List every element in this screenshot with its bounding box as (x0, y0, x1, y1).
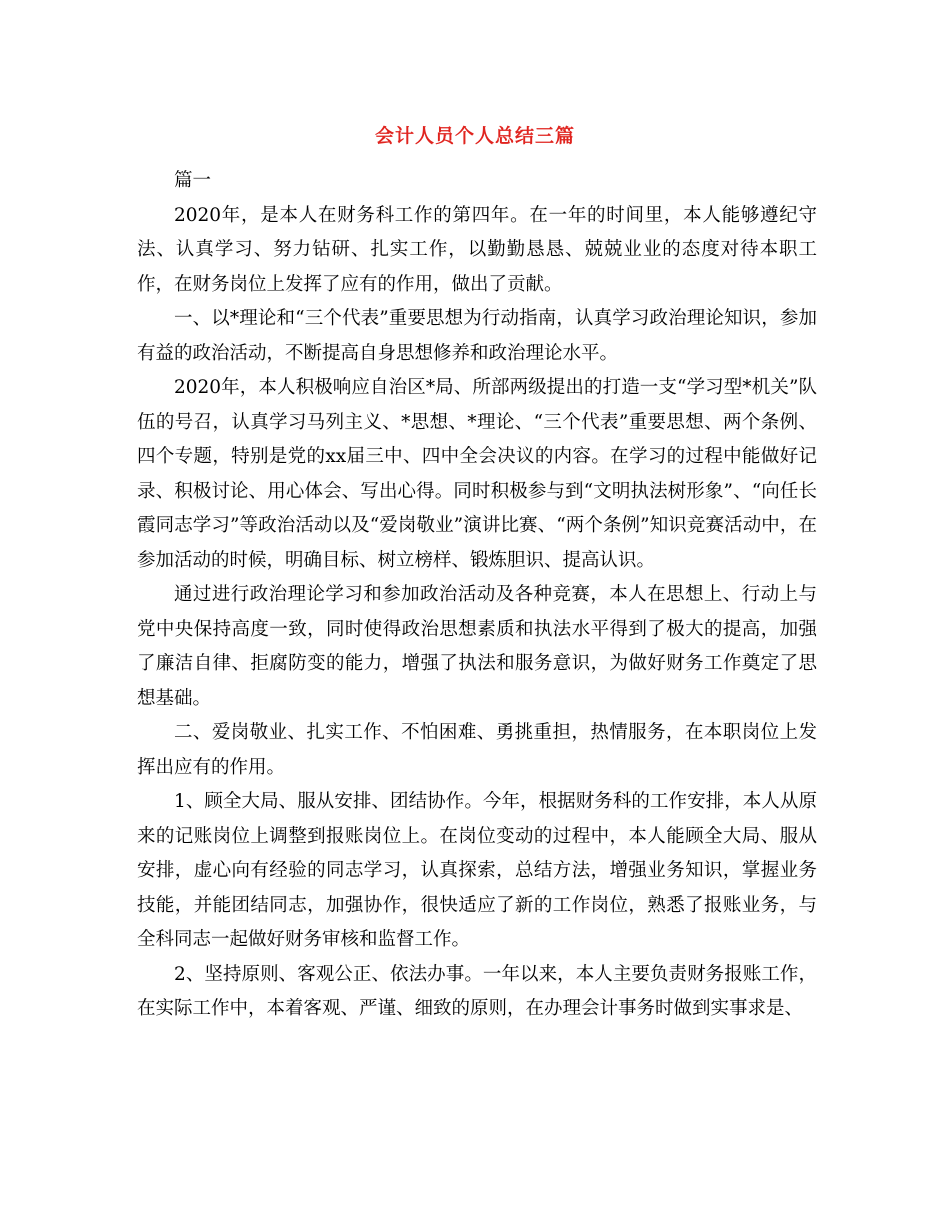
document-body (137, 164, 817, 1027)
paragraph-heading-2: 二、爱岗敬业、扎实工作、不怕困难、勇挑重担，热情服务，在本职岗位上发挥出应有的作用。 (137, 722, 817, 778)
paragraph-item-2: 2、坚持原则、客观公正、依法办事。一年以来，本人主要负责财务报账工作，在实际工作中，本着客观、严谨、细致的原则，在办理会计事务时做到实事求是、 (137, 963, 817, 1019)
paragraph-item-1: 1、顾全大局、服从安排、团结协作。今年，根据财务科的工作安排，本人从原来的记账岗位上调整到报账岗位上。在岗位变动的过程中，本人能顾全大局、服从安排，虚心向有经验的同志学习，认真探索，总结方法，增强业务知识，掌握业务技能，并能团结同志，加强协作，很快适应了新的工作岗位，熟悉了报账业务，与全科同志一起做好财务审核和监督工作。 (137, 791, 817, 950)
paragraph: 2020年，本人积极响应自治区*局、所部两级提出的打造一支“学习型*机关”队伍的号召，认真学习马列主义、*思想、*理论、“三个代表”重要思想、两个条例、四个专题，特别是党的xx届三中、四中全会决议的内容。在学习的过程中能做好记录、积极讨论、用心体会、写出心得。同时积极参与到“文明执法树形象”、“向任长霞同志学习”等政治活动以及“爱岗敬业”演讲比赛、“两个条例”知识竞赛活动中，在参加活动的时候，明确目标、树立榜样、锻炼胆识、提高认识。 (137, 377, 817, 571)
document-title: 会计人员个人总结三篇 (374, 125, 575, 147)
paragraph-heading-1: 一、以*理论和“三个代表”重要思想为行动指南，认真学习政治理论知识，参加有益的政治活动，不断提高自身思想修养和政治理论水平。 (137, 308, 817, 364)
paragraph: 通过进行政治理论学习和参加政治活动及各种竞赛，本人在思想上、行动上与党中央保持高度一致，同时使得政治思想素质和执法水平得到了极大的提高，加强了廉洁自律、拒腐防变的能力，增强了执法和服务意识，为做好财务工作奠定了思想基础。 (137, 584, 817, 709)
paragraph-section-label: 篇一 (174, 170, 212, 191)
paragraph: 2020年，是本人在财务科工作的第四年。在一年的时间里，本人能够遵纪守法、认真学习、努力钻研、扎实工作，以勤勤恳恳、兢兢业业的态度对待本职工作，在财务岗位上发挥了应有的作用，做出了贡献。 (137, 204, 817, 295)
